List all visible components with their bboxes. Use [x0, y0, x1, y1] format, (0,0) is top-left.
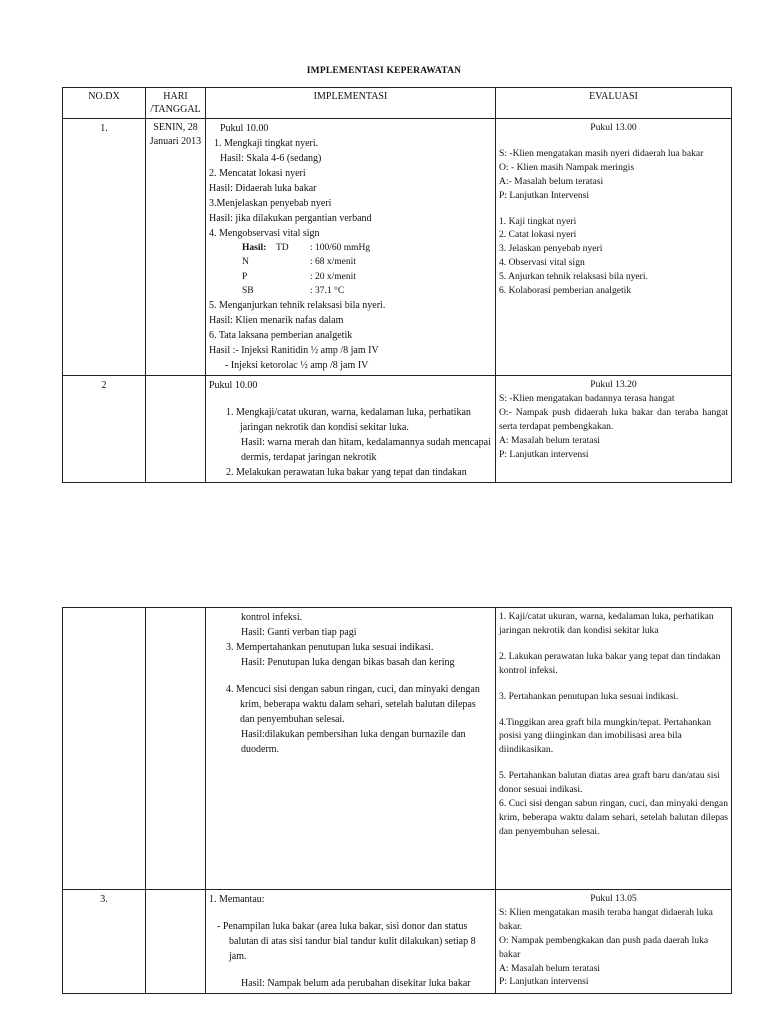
table-row: [63, 376, 732, 483]
header-nodx: NO.DX: [63, 88, 146, 119]
impl-line: 1. Mengkaji/catat ukuran, warna, kedalaman luka, perhatikan jaringan nekrotik dan kondisi sekitar luka.: [226, 407, 471, 433]
date-cell: [146, 119, 206, 376]
time-label: Pukul 13.00: [590, 122, 637, 133]
eval-line: O: Nampak pembengkakan dan push pada daerah luka bakar: [499, 934, 709, 960]
eval-line: 5. Pertahankan balutan diatas area graft baru dan/atau sisi donor sesuai indikasi.: [499, 770, 720, 796]
table-row: [63, 119, 732, 376]
nodx-cell: 3.: [63, 890, 146, 994]
impl-line: Hasil: Ganti verban tiap pagi: [241, 627, 357, 638]
impl-line: - Penampilan luka bakar (area luka bakar, sisi donor dan status balutan di atas sisi tandur bial tandur kulit dilakukan) setiap 8 jam.: [217, 921, 476, 962]
evaluation-cell: [496, 608, 732, 890]
impl-line: 2. Mencatat lokasi nyeri: [209, 168, 306, 179]
implementation-cell: [206, 119, 496, 376]
eval-line: P: Lanjutkan intervensi: [499, 448, 589, 460]
impl-line: 5. Menganjurkan tehnik relaksasi bila nyeri.: [209, 300, 386, 311]
header-hari-line: HARI: [163, 91, 188, 102]
vital-sign-line: [209, 270, 492, 284]
vital-value: : 37.1 °C: [310, 285, 345, 296]
vital-hasil-label: Hasil:: [242, 243, 267, 253]
impl-line: 3. Mempertahankan penutupan luka sesuai indikasi.: [226, 642, 434, 653]
eval-line: O: - Klien masih Nampak meringis: [499, 161, 635, 173]
date-cell: [146, 608, 206, 890]
impl-line: 4. Mengobservasi vital sign: [209, 228, 320, 239]
eval-line: 1. Kaji tingkat nyeri: [499, 215, 577, 227]
nodx-cell: [63, 608, 146, 890]
table-header-row: [63, 88, 732, 119]
vital-value: : 20 x/menit: [310, 271, 356, 282]
impl-line: kontrol infeksi.: [241, 612, 303, 623]
vital-label: P: [242, 271, 248, 282]
table-row: [63, 608, 732, 890]
implementation-table-continued: [62, 607, 732, 994]
vital-value: : 68 x/menit: [310, 257, 356, 268]
implementation-cell: [206, 376, 496, 483]
eval-line: 5. Anjurkan tehnik relaksasi bila nyeri.: [499, 271, 648, 283]
page-title: IMPLEMENTASI KEPERAWATAN: [306, 66, 462, 76]
time-label: Pukul 13.05: [590, 893, 637, 904]
vital-label: SB: [242, 285, 254, 296]
vital-label: N: [242, 257, 249, 268]
eval-line: S: -Klien mengatakan masih nyeri didaerah lua bakar: [499, 147, 704, 159]
eval-line: 3. Pertahankan penutupan luka sesuai indikasi.: [499, 690, 679, 702]
impl-line: - Injeksi ketorolac ½ amp /8 jam IV: [225, 360, 369, 371]
header-hari-line: /TANGGAL: [150, 104, 201, 115]
eval-line: 1. Kaji/catat ukuran, warna, kedalaman luka, perhatikan jaringan nekrotik dan kondisi sekitar luka: [499, 611, 714, 636]
impl-line: Hasil :- Injeksi Ranitidin ½ amp /8 jam IV: [209, 345, 379, 356]
header-hari: [146, 88, 206, 119]
impl-line: Hasil: Skala 4-6 (sedang): [220, 153, 322, 164]
impl-line: 4. Mencuci sisi dengan sabun ringan, cuci, dan minyaki dengan krim, beberapa waktu dalam sehari, setelah balutan dilepas dan penyembuhan selesai.: [226, 684, 480, 725]
impl-line: Hasil:dilakukan pembersihan luka dengan burnazile dan duoderm.: [241, 729, 466, 755]
impl-line: Hasil: Didaerah luka bakar: [209, 183, 317, 194]
time-label: Pukul 10.00: [209, 380, 258, 391]
impl-line: Hasil: warna merah dan hitam, kedalamannya sudah mencapai dermis, terdapat jaringan nekrotik: [241, 437, 491, 463]
implementation-cell: [206, 890, 496, 994]
date-cell: [146, 890, 206, 994]
evaluation-cell: [496, 376, 732, 483]
eval-line: A: Masalah belum teratasi: [499, 962, 600, 974]
implementation-table-top: [62, 87, 732, 483]
vital-sign-line: [209, 255, 492, 269]
vital-sign-line: [209, 284, 492, 298]
evaluation-cell: [496, 890, 732, 994]
vital-label: TD: [276, 243, 289, 253]
vital-sign-line: [209, 241, 492, 255]
date-line: Januari 2013: [149, 135, 202, 147]
impl-line: Hasil: Nampak belum ada perubahan disekitar luka bakar: [241, 978, 471, 989]
date-cell: [146, 376, 206, 483]
impl-line: 1. Memantau:: [209, 894, 265, 905]
eval-line: 2. Catat lokasi nyeri: [499, 229, 577, 241]
eval-line: 2. Lakukan perawatan luka bakar yang tepat dan tindakan kontrol infeksi.: [499, 650, 721, 676]
impl-line: Hasil: Penutupan luka dengan bikas basah dan kering: [241, 657, 455, 668]
time-label: Pukul 13.20: [590, 379, 637, 390]
evaluation-cell: [496, 119, 732, 376]
header-evaluasi: EVALUASI: [496, 88, 732, 119]
eval-line: 4.Tinggikan area graft bila mungkin/tepat. Pertahankan posisi yang diinginkan dan imobilisasi area bila diindikasikan.: [499, 716, 711, 756]
impl-line: 1. Mengkaji tingkat nyeri.: [214, 138, 319, 149]
impl-line: Hasil: jika dilakukan pergantian verband: [209, 213, 372, 224]
eval-line: P: Lanjutkan Intervensi: [499, 189, 590, 201]
eval-line: 4. Observasi vital sign: [499, 257, 585, 269]
eval-line: S: Klien mengatakan masih teraba hangat didaerah luka bakar.: [499, 906, 713, 932]
impl-line: 2. Melakukan perawatan luka bakar yang tepat dan tindakan: [226, 467, 467, 478]
implementation-cell: [206, 608, 496, 890]
eval-line: 3. Jelaskan penyebab nyeri: [499, 243, 603, 255]
eval-line: 6. Cuci sisi dengan sabun ringan, cuci, dan minyaki dengan krim, beberapa waktu dalam sehari, setelah balutan dilepas dan penyembuhan selesai.: [499, 798, 728, 837]
eval-line: O:- Nampak push didaerah luka bakar dan teraba hangat serta terdapat pembengkakan.: [499, 406, 728, 432]
nodx-cell: 1.: [63, 119, 146, 376]
header-implementasi: IMPLEMENTASI: [206, 88, 496, 119]
eval-line: 6. Kolaborasi pemberian analgetik: [499, 285, 632, 297]
impl-line: 6. Tata laksana pemberian analgetik: [209, 330, 353, 341]
vital-value: : 100/60 mmHg: [310, 243, 371, 253]
eval-line: S: -Klien mengatakan badannya terasa hangat: [499, 392, 675, 404]
impl-line: Hasil: Klien menarik nafas dalam: [209, 315, 344, 326]
eval-line: A:- Masalah belum teratasi: [499, 175, 604, 187]
date-line: SENIN, 28: [153, 122, 198, 133]
eval-line: A: Masalah belum teratasi: [499, 434, 600, 446]
time-label: Pukul 10.00: [220, 123, 269, 134]
eval-line: P: Lanjutkan intervensi: [499, 976, 589, 988]
impl-line: 3.Menjelaskan penyebab nyeri: [209, 198, 332, 209]
nodx-cell: 2: [63, 376, 146, 483]
table-row: [63, 890, 732, 994]
